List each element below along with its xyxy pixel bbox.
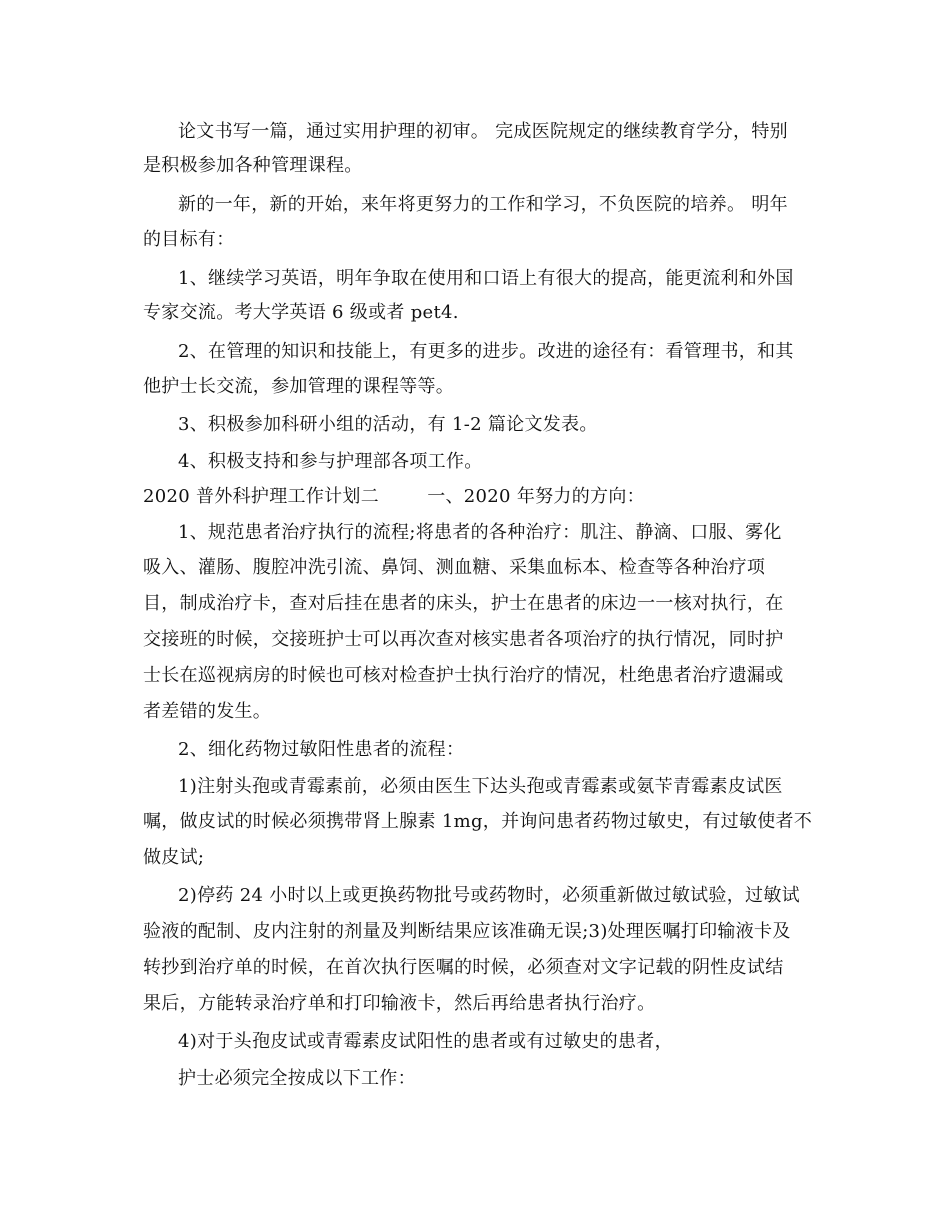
text-line: 2、细化药物过敏阳性患者的流程： [178,739,465,760]
text-line: 嘱，做皮试的时候必须携带肾上腺素 1mg，并询问患者药物过敏史，有过敏使者不 [143,811,813,832]
text-line: 的目标有： [143,229,235,250]
text-line: 论文书写一篇，通过实用护理的初审。 完成医院规定的继续教育学分，特别 [178,121,788,142]
text-line: 果后，方能转录治疗单和打印输液卡，然后再给患者执行治疗。 [143,993,656,1014]
text-line: 新的一年，新的开始，来年将更努力的工作和学习，不负医院的培养。 明年 [178,194,788,215]
text-line: 转抄到治疗单的时候，在首次执行医嘱的时候，必须查对文字记载的阴性皮试结 [143,957,784,978]
text-line: 做皮试; [143,847,205,868]
text-line: 是积极参加各种管理课程。 [143,155,363,176]
text-line: 吸入、灌肠、腹腔冲洗引流、鼻饲、测血糖、采集血标本、检查等各种治疗项 [143,557,766,578]
text-line: 1、规范患者治疗执行的流程;将患者的各种治疗：肌注、静滴、口服、雾化 [178,522,782,543]
text-line: 4)对于头孢皮试或青霉素皮试阳性的患者或有过敏史的患者， [178,1031,673,1052]
section-heading: 2020 普外科护理工作计划二 一、2020 年努力的方向： [143,486,645,507]
text-line: 目，制成治疗卡，查对后挂在患者的床头，护士在患者的床边一一核对执行，在 [143,593,784,614]
text-line: 2)停药 24 小时以上或更换药物批号或药物时，必须重新做过敏试验，过敏试 [178,885,800,906]
text-line: 1、继续学习英语，明年争取在使用和口语上有很大的提高，能更流利和外国 [178,268,794,289]
text-line: 4、积极支持和参与护理部各项工作。 [178,451,483,472]
text-line: 专家交流。考大学英语 6 级或者 pet4. [143,302,459,323]
text-line: 者差错的发生。 [143,701,272,722]
text-line: 他护士长交流，参加管理的课程等等。 [143,376,455,397]
text-line: 3、积极参加科研小组的活动，有 1-2 篇论文发表。 [178,414,598,435]
text-line: 护士必须完全按成以下工作： [178,1068,416,1089]
text-line: 2、在管理的知识和技能上，有更多的进步。改进的途径有：看管理书，和其 [178,341,794,362]
text-line: 验液的配制、皮内注射的剂量及判断结果应该准确无误;3)处理医嘱打印输液卡及 [143,921,791,942]
text-line: 1)注射头孢或青霉素前，必须由医生下达头孢或青霉素或氨苄青霉素皮试医 [178,776,783,797]
text-line: 士长在巡视病房的时候也可核对检查护士执行治疗的情况，杜绝患者治疗遗漏或 [143,665,784,686]
text-line: 交接班的时候，交接班护士可以再次查对核实患者各项治疗的执行情况，同时护 [143,629,784,650]
